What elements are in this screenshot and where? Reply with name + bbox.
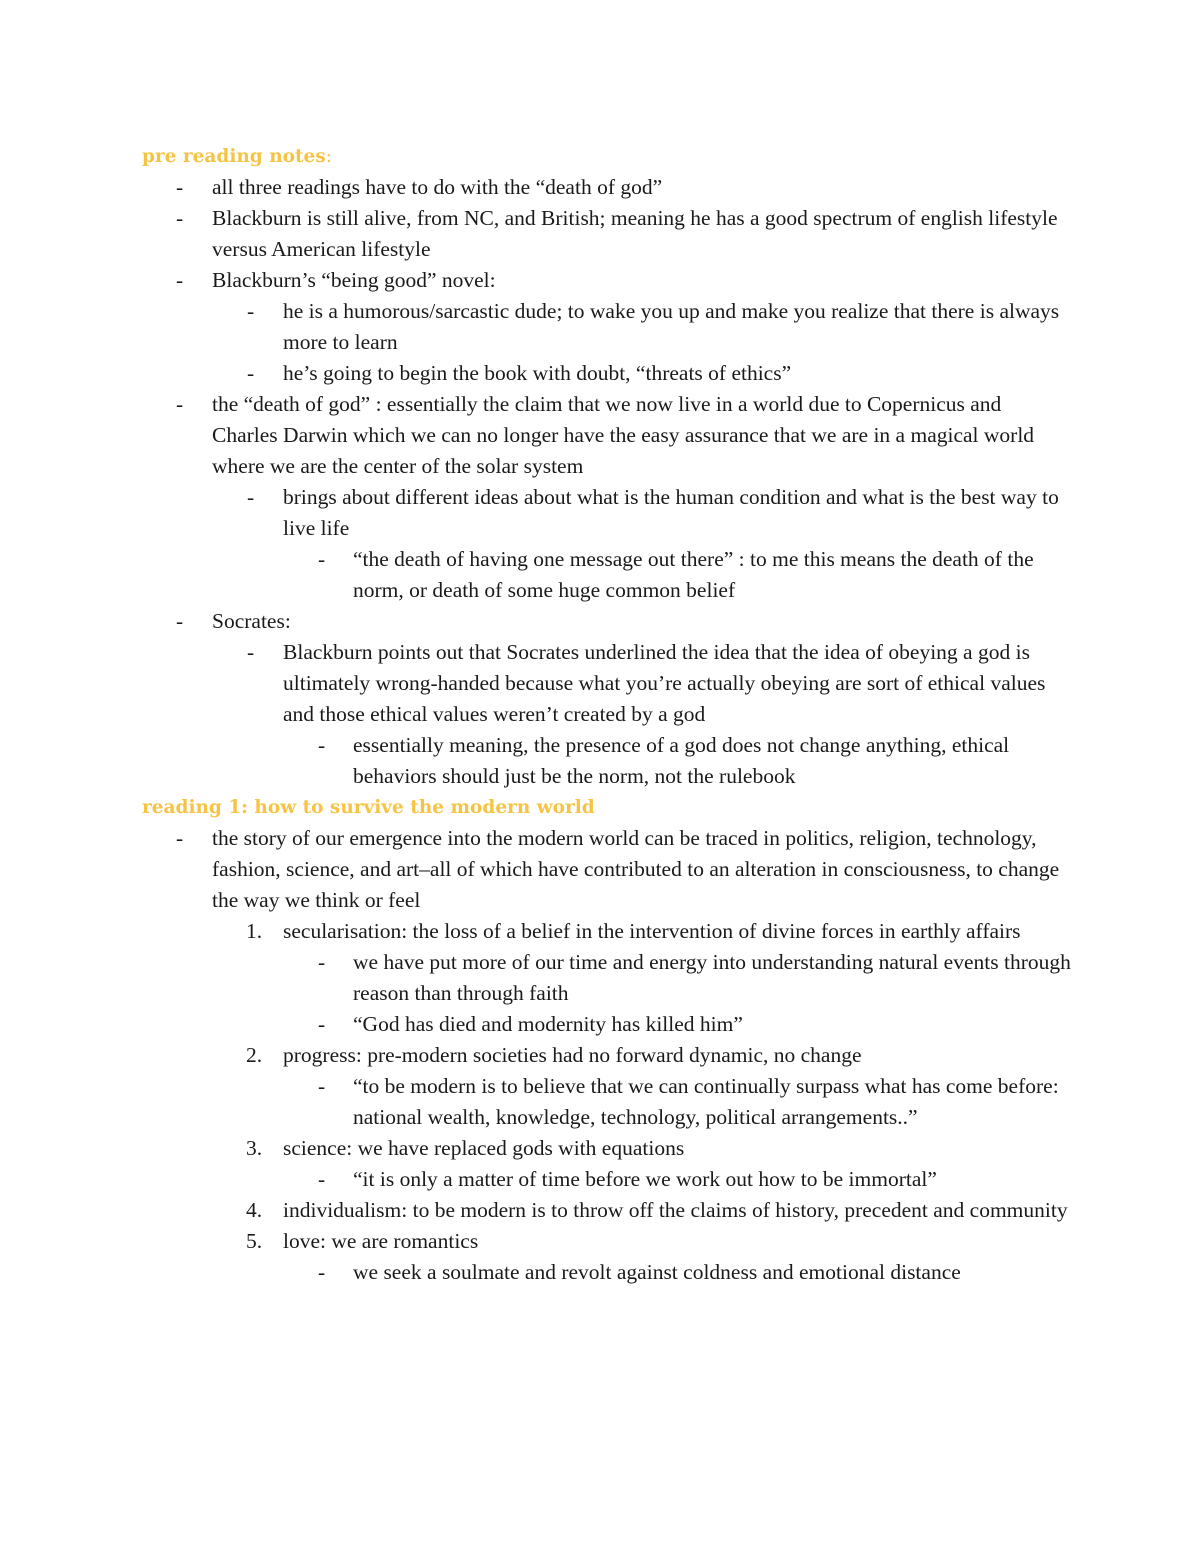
list-item (142, 1226, 1072, 1257)
list-item (142, 1164, 1072, 1195)
list-item-text: “the death of having one message out there” : to me this means the death of the norm, or death of some huge common belief (353, 547, 1034, 602)
list-item (142, 637, 1072, 730)
list-item-text: we have put more of our time and energy into understanding natural events through reason than through faith (353, 950, 1071, 1005)
notes-document (142, 141, 1072, 1288)
list-item (142, 203, 1072, 265)
bullet-marker: - (176, 609, 184, 633)
list-item (142, 389, 1072, 482)
list-item-text: love: we are romantics (283, 1229, 479, 1253)
list-item-text: Blackburn is still alive, from NC, and British; meaning he has a good spectrum of english lifestyle versus American lifestyle (212, 206, 1058, 261)
list-item (142, 358, 1072, 389)
list-item (142, 947, 1072, 1009)
section-heading (142, 141, 1072, 172)
list-item-text: Blackburn’s “being good” novel: (212, 268, 496, 292)
list-item-text: the “death of god” : essentially the claim that we now live in a world due to Copernicus and Charles Darwin which we can no longer have the easy assurance that we are in a magical world where we are the center of the solar system (212, 392, 1035, 478)
bullet-marker: - (247, 361, 255, 385)
list-item (142, 482, 1072, 544)
list-item (142, 730, 1072, 792)
list-item (142, 1071, 1072, 1133)
list-item-text: all three readings have to do with the “death of god” (212, 175, 663, 199)
list-item-text: secularisation: the loss of a belief in the intervention of divine forces in earthly affairs (283, 919, 1021, 943)
list-item-text: science: we have replaced gods with equations (283, 1136, 685, 1160)
bullet-marker: - (318, 1012, 326, 1036)
bullet-marker: - (176, 175, 184, 199)
bullet-marker: - (318, 733, 326, 757)
bullet-marker: - (318, 1167, 326, 1191)
list-item (142, 1195, 1072, 1226)
list-item (142, 916, 1072, 947)
list-item (142, 265, 1072, 296)
list-item-text: he is a humorous/sarcastic dude; to wake you up and make you realize that there is always more to learn (283, 299, 1060, 354)
list-item-text: individualism: to be modern is to throw off the claims of history, precedent and community (283, 1198, 1068, 1222)
list-item-text: Blackburn points out that Socrates underlined the idea that the idea of obeying a god is ultimately wrong-handed because what you’re actually obeying are sort of ethical values and those ethical values weren’t created by a god (283, 640, 1046, 726)
bullet-marker: - (318, 950, 326, 974)
list-item (142, 1009, 1072, 1040)
list-item-text: he’s going to begin the book with doubt, “threats of ethics” (283, 361, 792, 385)
list-item (142, 1040, 1072, 1071)
section-heading-suffix: : (325, 146, 332, 167)
list-item-text: the story of our emergence into the modern world can be traced in politics, religion, technology, fashion, science, and art–all of which have contributed to an alteration in consciousness, to change the way we think or feel (212, 826, 1060, 912)
bullet-marker: - (176, 392, 184, 416)
list-item (142, 296, 1072, 358)
bullet-marker: - (176, 826, 184, 850)
list-item-text: “to be modern is to believe that we can continually surpass what has come before: national wealth, knowledge, technology, political arrangements..” (353, 1074, 1059, 1129)
number-marker: 2. (246, 1043, 263, 1067)
list-item-text: Socrates: (212, 609, 291, 633)
list-item (142, 1133, 1072, 1164)
section-heading (142, 792, 1072, 823)
bullet-marker: - (176, 268, 184, 292)
list-item-text: essentially meaning, the presence of a god does not change anything, ethical behaviors should just be the norm, not the rulebook (353, 733, 1010, 788)
section-heading-text: reading 1: how to survive the modern world (142, 797, 595, 818)
number-marker: 5. (246, 1229, 263, 1253)
bullet-marker: - (247, 640, 255, 664)
list-item-text: “God has died and modernity has killed him” (353, 1012, 743, 1036)
number-marker: 3. (246, 1136, 263, 1160)
bullet-marker: - (247, 299, 255, 323)
list-item-text: we seek a soulmate and revolt against coldness and emotional distance (353, 1260, 961, 1284)
section-heading-text: pre reading notes (142, 146, 326, 167)
list-item (142, 172, 1072, 203)
list-item (142, 823, 1072, 916)
bullet-marker: - (247, 485, 255, 509)
bullet-marker: - (318, 1260, 326, 1284)
list-item-text: progress: pre-modern societies had no forward dynamic, no change (283, 1043, 862, 1067)
list-item-text: “it is only a matter of time before we work out how to be immortal” (353, 1167, 937, 1191)
bullet-marker: - (318, 1074, 326, 1098)
bullet-marker: - (176, 206, 184, 230)
list-item-text: brings about different ideas about what is the human condition and what is the best way to live life (283, 485, 1059, 540)
list-item (142, 1257, 1072, 1288)
number-marker: 1. (246, 919, 263, 943)
list-item (142, 544, 1072, 606)
number-marker: 4. (246, 1198, 263, 1222)
bullet-marker: - (318, 547, 326, 571)
list-item (142, 606, 1072, 637)
